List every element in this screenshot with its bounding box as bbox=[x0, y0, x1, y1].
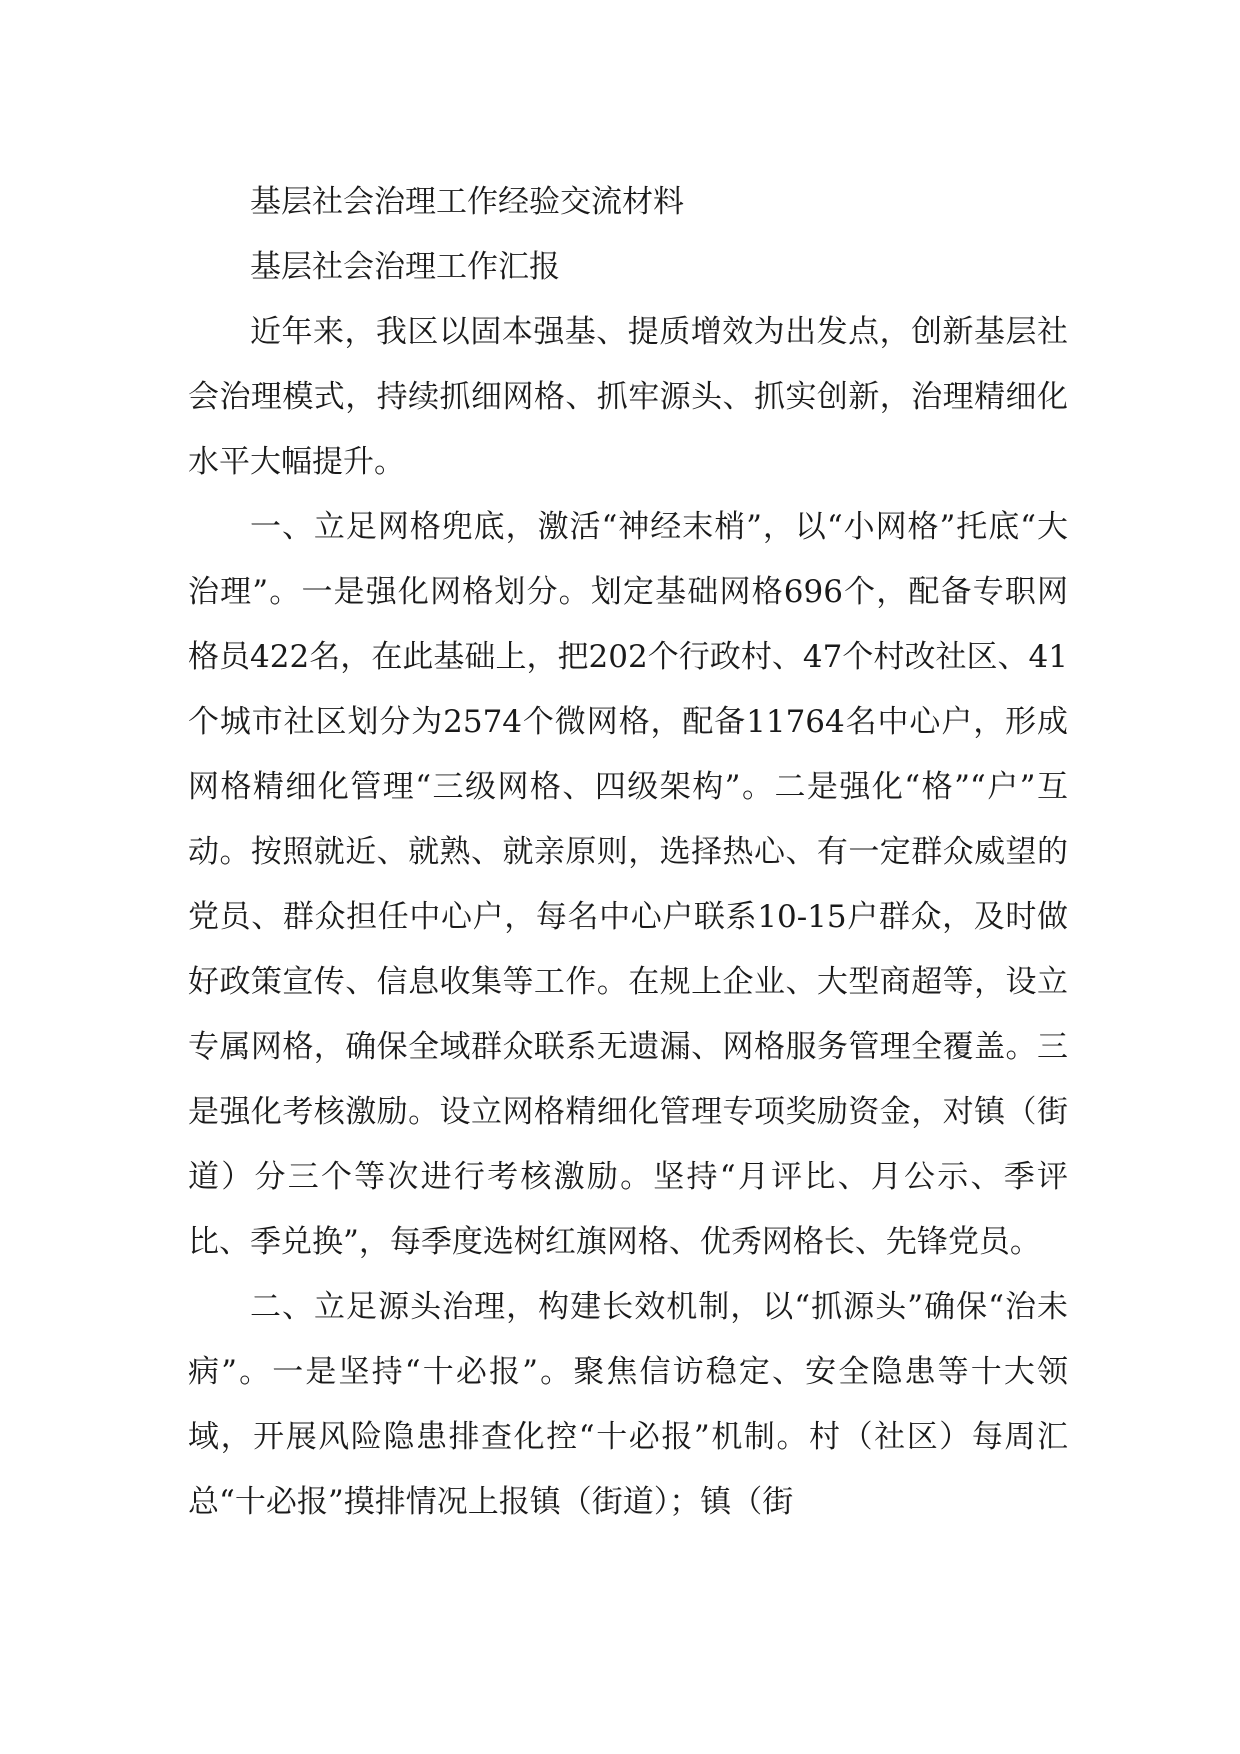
document-title: 基层社会治理工作经验交流材料 bbox=[250, 184, 684, 220]
paragraph-section-two: 二、立足源头治理，构建长效机制，以“抓源头”确保“治未病”。一是坚持“十必报”。聚焦信访稳定、安全隐患等十大领域，开展风险隐患排查化控“十必报”机制。村（社区）每周汇总“十必报”摸排情况上报镇（街道）；镇（街 bbox=[188, 1289, 1068, 1520]
paragraph-section-one: 一、立足网格兜底，激活“神经末梢”，以“小网格”托底“大治理”。一是强化网格划分。划定基础网格696个，配备专职网格员422名，在此基础上，把202个行政村、47个村改社区、41个城市社区划分为2574个微网格，配备11764名中心户，形成网格精细化管理“三级网格、四级架构”。二是强化“格”“户”互动。按照就近、就熟、就亲原则，选择热心、有一定群众威望的党员、群众担任中心户，每名中心户联系10-15户群众，及时做好政策宣传、信息收集等工作。在规上企业、大型商超等，设立专属网格，确保全域群众联系无遗漏、网格服务管理全覆盖。三是强化考核激励。设立网格精细化管理专项奖励资金，对镇（街道）分三个等次进行考核激励。坚持“月评比、月公示、季评比、季兑换”，每季度选树红旗网格、优秀网格长、先锋党员。 bbox=[188, 509, 1068, 1260]
document-page bbox=[188, 170, 1068, 1535]
paragraph-intro: 近年来，我区以固本强基、提质增效为出发点，创新基层社会治理模式，持续抓细网格、抓牢源头、抓实创新，治理精细化水平大幅提升。 bbox=[188, 314, 1068, 480]
document-subtitle: 基层社会治理工作汇报 bbox=[250, 249, 560, 285]
